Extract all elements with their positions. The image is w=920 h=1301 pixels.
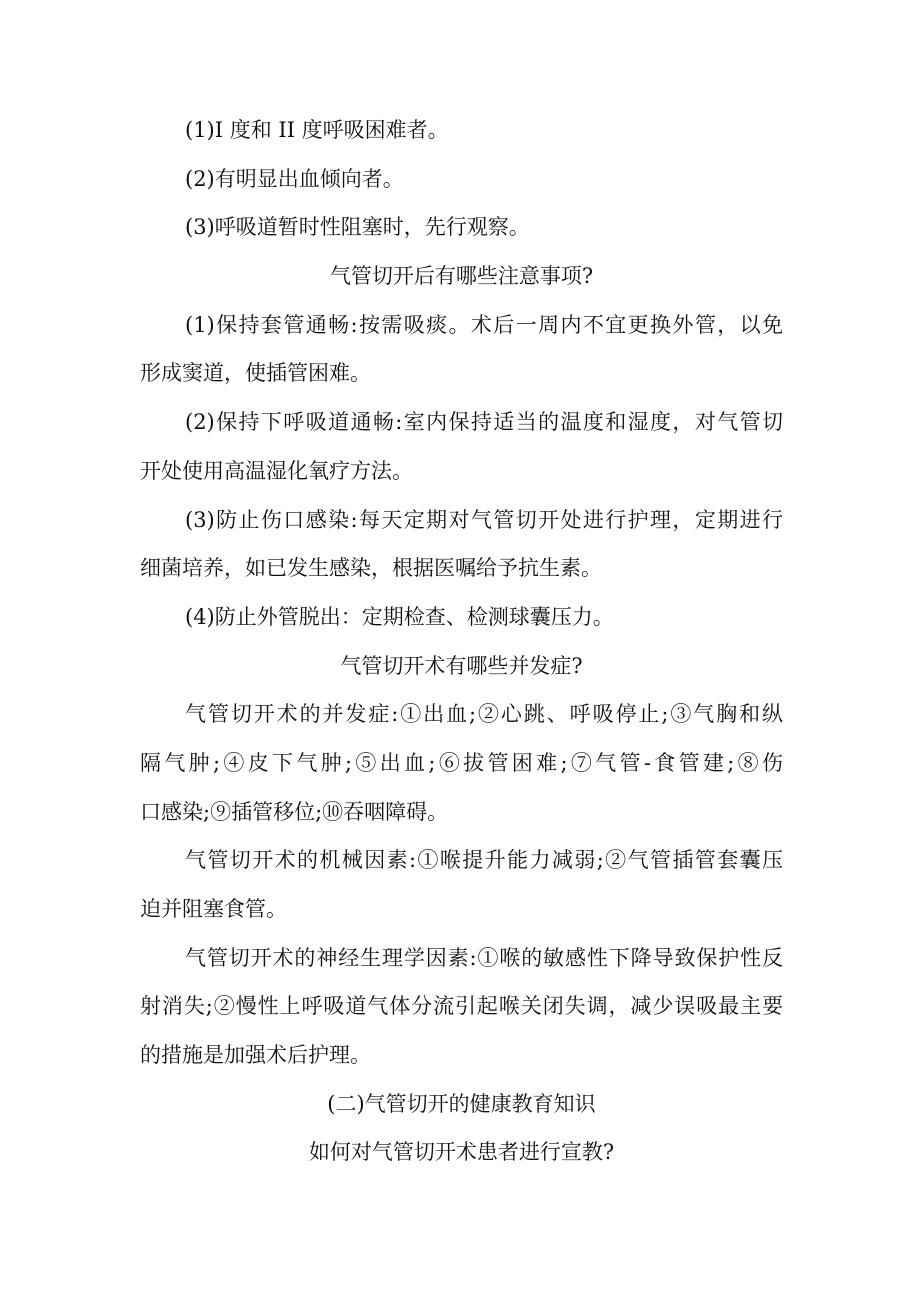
text-line: 气管切开术的并发症:①出血;②心跳、呼吸停止;③气胸和纵 xyxy=(185,702,783,727)
text-line: 细菌培养，如已发生感染，根据医嘱给予抗生素。 xyxy=(140,556,602,581)
text-line: 口感染;⑨插管移位;⑩吞咽障碍。 xyxy=(140,799,449,824)
text-line: (3)防止伤口感染:每天定期对气管切开处进行护理，定期进行 xyxy=(185,507,783,532)
section-heading: (二)气管切开的健康教育知识 xyxy=(327,1091,596,1116)
section-heading: 气管切开术有哪些并发症? xyxy=(340,653,583,678)
text-line: (3)呼吸道暂时性阻塞时，先行观察。 xyxy=(185,215,530,240)
text-line: 形成窦道，使插管困难。 xyxy=(140,361,371,386)
text-line: (1)I 度和 II 度呼吸困难者。 xyxy=(185,118,449,142)
document-body xyxy=(140,106,783,1177)
section-heading: 如何对气管切开术患者进行宣教? xyxy=(308,1140,615,1165)
section-heading: 气管切开后有哪些注意事项? xyxy=(329,264,594,289)
text-line: 迫并阻塞食管。 xyxy=(140,897,287,921)
text-line: 气管切开术的机械因素:①喉提升能力减弱;②气管插管套囊压 xyxy=(185,848,783,873)
text-line: 气管切开术的神经生理学因素:①喉的敏感性下降导致保护性反 xyxy=(185,945,783,970)
text-line: 的措施是加强术后护理。 xyxy=(140,1043,371,1068)
text-line: 开处使用高温湿化氧疗方法。 xyxy=(140,458,413,483)
text-line: (2)保持下呼吸道通畅:室内保持适当的温度和湿度，对气管切 xyxy=(185,410,783,435)
text-line: (4)防止外管脱出：定期检查、检测球囊压力。 xyxy=(185,604,614,629)
text-line: 射消失;②慢性上呼吸道气体分流引起喉关闭失调，减少误吸最主要 xyxy=(140,994,783,1019)
text-line: (1)保持套管通畅:按需吸痰。术后一周内不宜更换外管，以免 xyxy=(185,312,783,337)
text-line: 隔气肿;④皮下气肿;⑤出血;⑥拔管困难;⑦气管-食管建;⑧伤 xyxy=(140,750,783,775)
text-line: (2)有明显出血倾向者。 xyxy=(185,166,404,191)
